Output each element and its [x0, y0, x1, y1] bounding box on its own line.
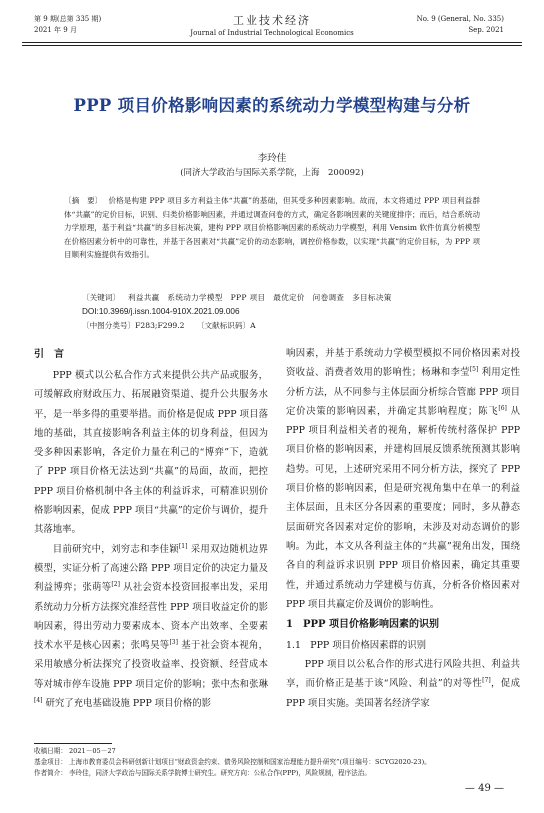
footnote-text: 上海市教育委员会科研创新计划项目“财政资金约束、债务风险控制和国家治理能力提升研究”(项目编号：SCYG2020-23)。 — [68, 758, 431, 766]
header-issue-date-en: Sep. 2021 — [468, 26, 504, 34]
footnote-label: 收稿日期： — [34, 747, 67, 755]
keywords-text: 利益共赢 系统动力学模型 PPP 项目 最优定价 问卷调查 多目标决策 — [127, 293, 392, 302]
footnote-text: 2021－05－27 — [68, 747, 116, 755]
abstract — [64, 194, 480, 262]
header-rule — [22, 42, 522, 43]
paragraph: 目前研究中，刘穷志和李佳颖[1] 采用双边随机边界模型，实证分析了高速公路 PPP 项目定价的决定力量及利益博弈；张萌等[2] 从社会资本投资回报率出发，采用系统动力分析方法探究准经营性 PPP 项目收益定价的影响因素，得出劳动力要素成本、资本产出效率、全要素技术水平是核心因素；张鸣昊等[3] 基于社会资本视角，采用敏感分析法探究了投资收益率、投资额、经营成本等对城市停车设施 PPP 项目定价的影响；张中杰和张琳[4] 研究了充电基础设施 PPP 项目价格的影 — [34, 542, 268, 710]
header-issue-en — [417, 14, 504, 36]
journal-title: 工业技术经济 — [233, 14, 311, 27]
paragraph: PPP 模式以公私合作方式来提供公共产品或服务，可缓解政府财政压力、拓展融资渠道、提升公共服务水平，是一举多得的重要举措。而价格是促成 PPP 项目落地的基础，其直接影响各利益主体的切身利益，但因为受多种因素影响，各定价力量在利己的“博弈”下，造就了 PPP 项目价格无法达到“共赢”的局面，故而，把控 PPP 项目价格机制中各主体的利益诉求，可精准识别价格影响因素，促成 PPP 项目“共赢”的定价与调价，提升其落地率。 — [34, 370, 268, 536]
header-rule-thin — [22, 45, 522, 46]
author-name: 李玲佳 — [257, 153, 287, 164]
running-header — [22, 14, 522, 44]
section-heading: 1 PPP 项目价格影响因素的识别 — [286, 619, 439, 631]
clc-codes: F283;F299.2 — [135, 321, 185, 330]
clc-label: 〔中图分类号〕 — [82, 321, 136, 330]
doi: DOI:10.3969/j.issn.1004-910X.2021.09.006 — [82, 307, 240, 316]
page-number: — 49 — — [464, 783, 504, 794]
right-column — [286, 344, 520, 713]
keywords — [82, 292, 392, 304]
keywords-label: 〔关键词〕 — [82, 293, 120, 302]
author-affiliation: (同济大学政治与国际关系学院，上海 200092) — [180, 168, 364, 178]
abstract-label: 〔摘 要〕 — [64, 196, 103, 205]
footnote-funding — [34, 757, 524, 768]
footnote-author — [34, 768, 524, 779]
header-issue-date: 2021 年 9 月 — [34, 26, 77, 34]
footnote-text: 李玲佳，同济大学政治与国际关系学院博士研究生。研究方向：公私合作(PPP)，风险规制，程序法治。 — [68, 769, 371, 777]
doc-code-label: 〔文献标识码〕 — [196, 321, 251, 330]
footnote-rule — [34, 743, 112, 744]
footnotes — [34, 746, 524, 779]
paragraph: 响因素，并基于系统动力学模型模拟不同价格因素对投资收益、消费者效用的影响性；杨琳和李莹[5] 利用定性分析方法，从不同参与主体层面分析综合管廊 PPP 项目定价决策的影响因素，并确定其影响程度；陈飞[6] 从 PPP 项目利益相关者的视角，解析传统村落保护 PPP 项目价格的影响因素，并建构回展反馈系统预测其影响趋势。可见，上述研究采用不同分析方法，探究了 PPP 项目价格的影响因素，但是研究视角集中在单一的利益主体层面，且未区分各因素的重要度；同时，多从静态层面研究各因素对定价的影响，未涉及对动态调价的影响。为此，本文从各利益主体的“共赢”视角出发，围绕各自的利益诉求识别 PPP 项目价格因素，确定其重要性，并通过系统动力学建模与仿真，分析各价格因素对 PPP 项目共赢定价及调价的影响性。 — [286, 348, 520, 610]
footnote-received — [34, 746, 524, 757]
footnote-label: 基金项目： — [34, 758, 67, 766]
article-title: PPP 项目价格影响因素的系统动力学模型构建与分析 — [73, 96, 471, 115]
journal-title-en: Journal of Industrial Technological Economics — [190, 29, 354, 37]
header-issue-number-en: No. 9 (General, No. 335) — [416, 15, 504, 23]
doc-code: A — [250, 321, 256, 330]
classification — [82, 320, 256, 332]
intro-heading: 引 言 — [34, 349, 64, 360]
subsection-heading: 1.1 PPP 项目价格因素群的识别 — [286, 640, 426, 652]
left-column — [34, 344, 268, 713]
abstract-text: 价格是构建 PPP 项目多方利益主体“共赢”的基础，但其受多种因素影响。故而，本文将通过 PPP 项目利益群体“共赢”的定价目标，识别、归类价格影响因素，并通过调查问卷的方式，确定各影响因素的关键度排序；而后，结合系统动力学原理，基于利益“共赢”的多目标决策，建构 PPP 项目价格影响因素的系统动力学模型，利用 Vensim 软件仿真分析模型在价格因素分析中的可靠性，并基于各因素对“共赢”定价的动态影响，调控价格参数，以实现“共赢”的定价目标，为 PPP 项目顺利实施提供有效指引。 — [64, 196, 481, 260]
paragraph: PPP 项目以公私合作的形式进行风险共担、利益共享，而价格正是基于该“风险、利益”的对等性[7]，促成 PPP 项目实施。美国著名经济学家 — [286, 659, 520, 709]
footnote-label: 作者简介： — [34, 769, 67, 777]
header-issue-number: 第 9 期(总第 335 期) — [34, 15, 102, 23]
